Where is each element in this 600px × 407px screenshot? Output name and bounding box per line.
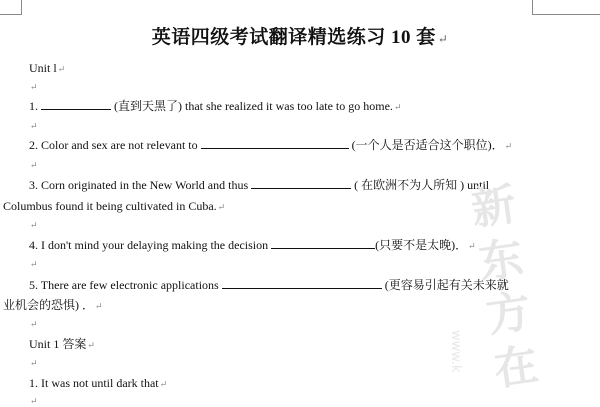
answer-blank[interactable] — [201, 137, 349, 149]
section-heading — [29, 60, 65, 77]
question-number: 2. — [29, 138, 38, 152]
paragraph-mark: ↵ — [217, 202, 226, 212]
paragraph-mark: ↵ — [95, 301, 103, 311]
question-number: 1. — [29, 99, 38, 113]
question-text: There are few electronic applications — [40, 278, 222, 292]
question-3 — [29, 177, 489, 193]
section-heading-text: Unit l — [29, 61, 57, 75]
answer-blank[interactable] — [271, 237, 375, 249]
title-text: 英语四级考试翻译精选练习 10 套 — [151, 27, 436, 48]
question-2 — [29, 137, 512, 154]
paragraph-mark: ↵ — [87, 340, 95, 350]
answer-blank[interactable] — [222, 277, 382, 289]
empty-paragraph-mark: ↵ — [30, 121, 38, 131]
watermark-url: www.k — [448, 330, 463, 373]
question-text: (一个人是否适合这个职位)． — [348, 138, 504, 152]
question-number: 3. — [29, 178, 38, 192]
watermark-char: 在 — [490, 339, 542, 397]
document-title — [0, 22, 600, 49]
watermark — [455, 176, 554, 400]
question-4 — [29, 237, 476, 254]
paragraph-mark: ↵ — [159, 379, 168, 389]
empty-paragraph-mark: ↵ — [30, 396, 38, 406]
answer-heading-text: Unit 1 答案 — [29, 337, 87, 351]
question-text: (直到天黑了) that she realized it was too late to go home. — [111, 99, 393, 113]
question-text: I don't mind your delaying making the decision — [41, 238, 272, 252]
question-text: 业机会的恐惧) ． — [3, 298, 94, 312]
answer-blank[interactable] — [251, 177, 351, 189]
question-text: Corn originated in the New World and thus — [41, 178, 252, 192]
question-5 — [29, 277, 509, 293]
empty-paragraph-mark: ↵ — [30, 82, 38, 92]
watermark-char: 方 — [483, 285, 535, 343]
empty-paragraph-mark: ↵ — [30, 259, 38, 269]
answer-number: 1. — [29, 376, 38, 390]
answer-blank[interactable] — [41, 98, 111, 110]
watermark-char: 东 — [475, 232, 527, 290]
empty-paragraph-mark: ↵ — [30, 358, 38, 368]
empty-paragraph-mark: ↵ — [30, 160, 38, 170]
question-number: 5. — [29, 278, 38, 292]
watermark-char: 新 — [468, 178, 519, 236]
answer-heading — [29, 336, 95, 353]
paragraph-mark: ↵ — [393, 102, 402, 112]
question-text: Color and sex are not relevant to — [41, 138, 201, 152]
empty-paragraph-mark: ↵ — [30, 319, 38, 329]
question-text: (更容易引起有关未来就 — [381, 278, 509, 292]
answer-text: It was not until dark that — [41, 376, 159, 390]
paragraph-mark: ↵ — [504, 141, 513, 151]
empty-paragraph-mark: ↵ — [30, 220, 38, 230]
answer-1 — [29, 375, 167, 392]
question-5-continuation — [3, 297, 103, 314]
paragraph-mark: ↵ — [468, 241, 476, 251]
question-text: Columbus found it being cultivated in Cuba. — [3, 199, 217, 213]
paragraph-mark: ↵ — [57, 64, 66, 74]
question-number: 4. — [29, 238, 38, 252]
paragraph-mark: ↵ — [437, 32, 449, 46]
question-text: ( 在欧洲不为人所知 ) until — [351, 178, 490, 192]
question-1 — [29, 98, 401, 115]
question-3-continuation — [3, 198, 225, 215]
question-text: (只要不是太晚)． — [375, 238, 468, 252]
